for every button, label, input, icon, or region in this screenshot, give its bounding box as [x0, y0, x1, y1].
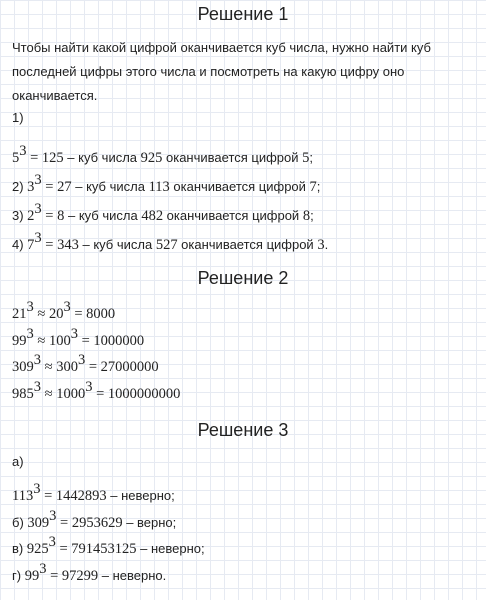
solution-1-intro: Чтобы найти какой цифрой оканчивается куб числа, нужно найти куб последней цифры этого числа и посмотреть на какую цифру оно оканчивается.	[12, 40, 431, 103]
s1-line-1: $5^3 = 125$ – куб числа 925 оканчивается цифрой 5;	[12, 143, 314, 166]
s2-line-3: $309^3 \approx 300^3 = 27000000$	[12, 352, 159, 375]
s3-line-4: г) $99^3 = 97299$ – неверно.	[12, 561, 167, 584]
solution-1-label: 1)	[12, 110, 24, 125]
s3-line-3: в) $925^3 = 791453125$ – неверно;	[12, 534, 205, 557]
s3-line-2: б) $309^3 = 2953629$ – верно;	[12, 508, 177, 531]
s2-line-4: $985^3 \approx 1000^3 = 1000000000$	[12, 379, 181, 402]
s1-line-3: 3) $2^3 = 8$ – куб числа 482 оканчивается цифрой 8;	[12, 201, 314, 224]
s2-line-1: $21^3 \approx 20^3 = 8000$	[12, 299, 116, 322]
solution-3-title: Решение 3	[197, 420, 289, 440]
s1-line-2: 2) $3^3 = 27$ – куб числа 113 оканчивается цифрой 7;	[12, 172, 321, 195]
s1-line-4: 4) $7^3 = 343$ – куб числа 527 оканчивается цифрой 3.	[12, 230, 329, 253]
solution-2-title: Решение 2	[197, 268, 289, 288]
solution-3-label: а)	[12, 454, 24, 469]
s3-line-1: $113^3 = 1442893$ – неверно;	[12, 481, 175, 504]
solution-1-title: Решение 1	[197, 4, 289, 24]
s2-line-2: $99^3 \approx 100^3 = 1000000$	[12, 326, 145, 349]
